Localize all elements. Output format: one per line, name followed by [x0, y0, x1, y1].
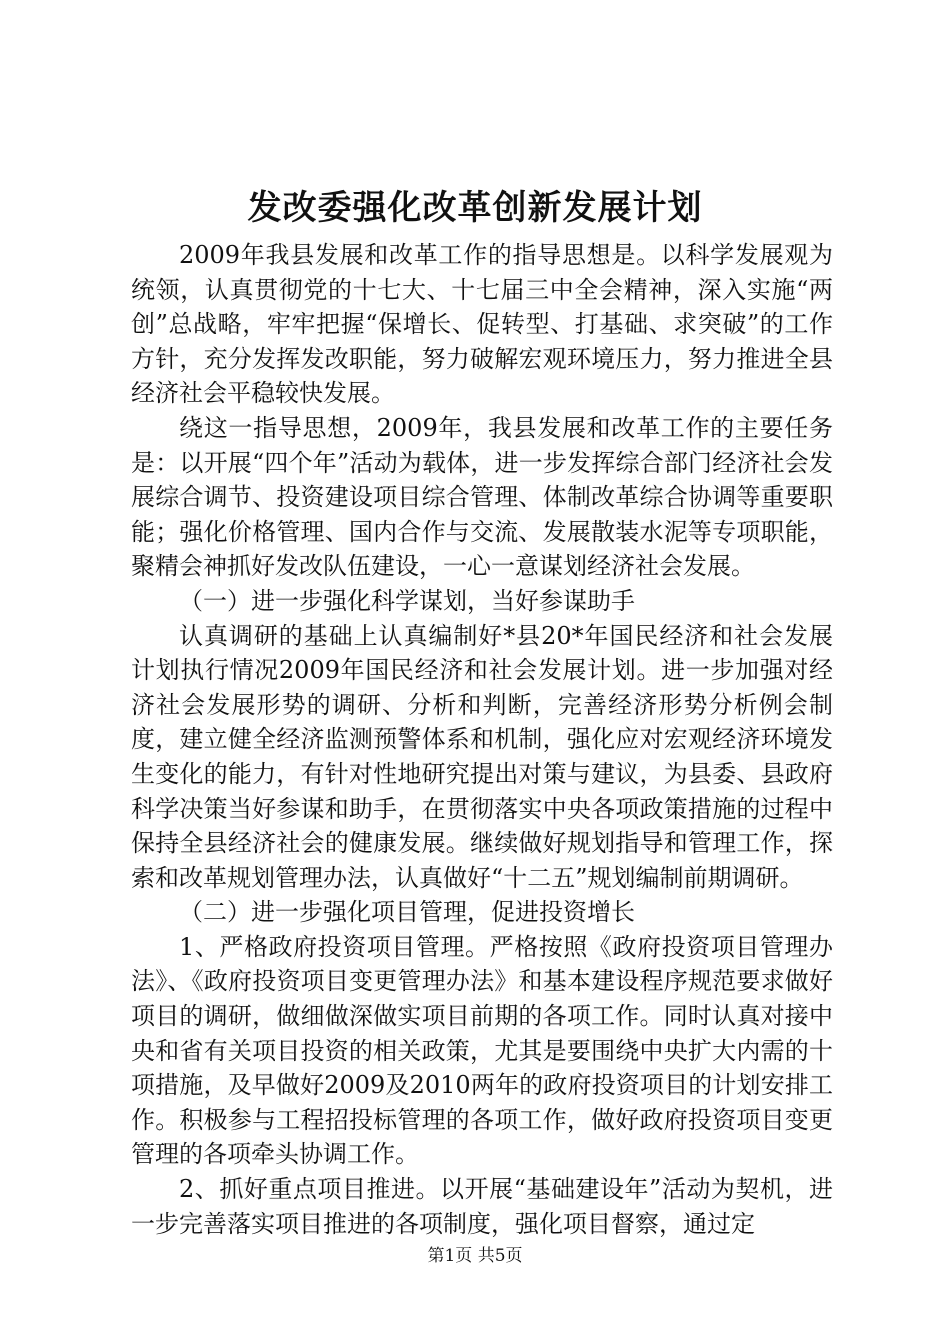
paragraph-guiding-thought: 2009年我县发展和改革工作的指导思想是。以科学发展观为统领，认真贯彻党的十七大、十七届三中全会精神，深入实施“两创”总战略，牢牢把握“保增长、促转型、打基础、求突破”的工作方针，充分发挥发改职能，努力破解宏观环境压力，努力推进全县经济社会平稳较快发展。: [131, 241, 833, 408]
document-body: [131, 238, 833, 1241]
page-footer: 第1页 共5页: [427, 1246, 523, 1266]
section-heading-2: （二）进一步强化项目管理，促进投资增长: [179, 898, 635, 927]
section-heading-1: （一）进一步强化科学谋划，当好参谋助手: [179, 586, 635, 615]
paragraph-planning: 认真调研的基础上认真编制好*县20*年国民经济和社会发展计划执行情况2009年国民经济和社会发展计划。进一步加强对经济社会发展形势的调研、分析和判断，完善经济形势分析例会制度，建立健全经济监测预警体系和机制，强化应对宏观经济环境发生变化的能力，有针对性地研究提出对策与建议，为县委、县政府科学决策当好参谋和助手，在贯彻落实中央各项政策措施的过程中保持全县经济社会的健康发展。继续做好规划指导和管理工作，探索和改革规划管理办法，认真做好“十二五”规划编制前期调研。: [131, 621, 833, 892]
paragraph-key-projects: 2、抓好重点项目推进。以开展“基础建设年”活动为契机，进一步完善落实项目推进的各项制度，强化项目督察，通过定: [131, 1175, 833, 1238]
paragraph-investment-management: 1、严格政府投资项目管理。严格按照《政府投资项目管理办法》、《政府投资项目变更管理办法》和基本建设程序规范要求做好项目的调研，做细做深做实项目前期的各项工作。同时认真对接中央和省有关项目投资的相关政策，尤其是要围绕中央扩大内需的十项措施，及早做好2009及2010两年的政府投资项目的计划安排工作。积极参与工程招投标管理的各项工作，做好政府投资项目变更管理的各项牵头协调工作。: [131, 932, 833, 1169]
document-title: 发改委强化改革创新发展计划: [247, 188, 703, 228]
paragraph-main-tasks: 绕这一指导思想，2009年，我县发展和改革工作的主要任务是：以开展“四个年”活动为载体，进一步发挥综合部门经济社会发展综合调节、投资建设项目综合管理、体制改革综合协调等重要职能；强化价格管理、国内合作与交流、发展散装水泥等专项职能，聚精会神抓好发改队伍建设，一心一意谋划经济社会发展。: [131, 413, 833, 581]
